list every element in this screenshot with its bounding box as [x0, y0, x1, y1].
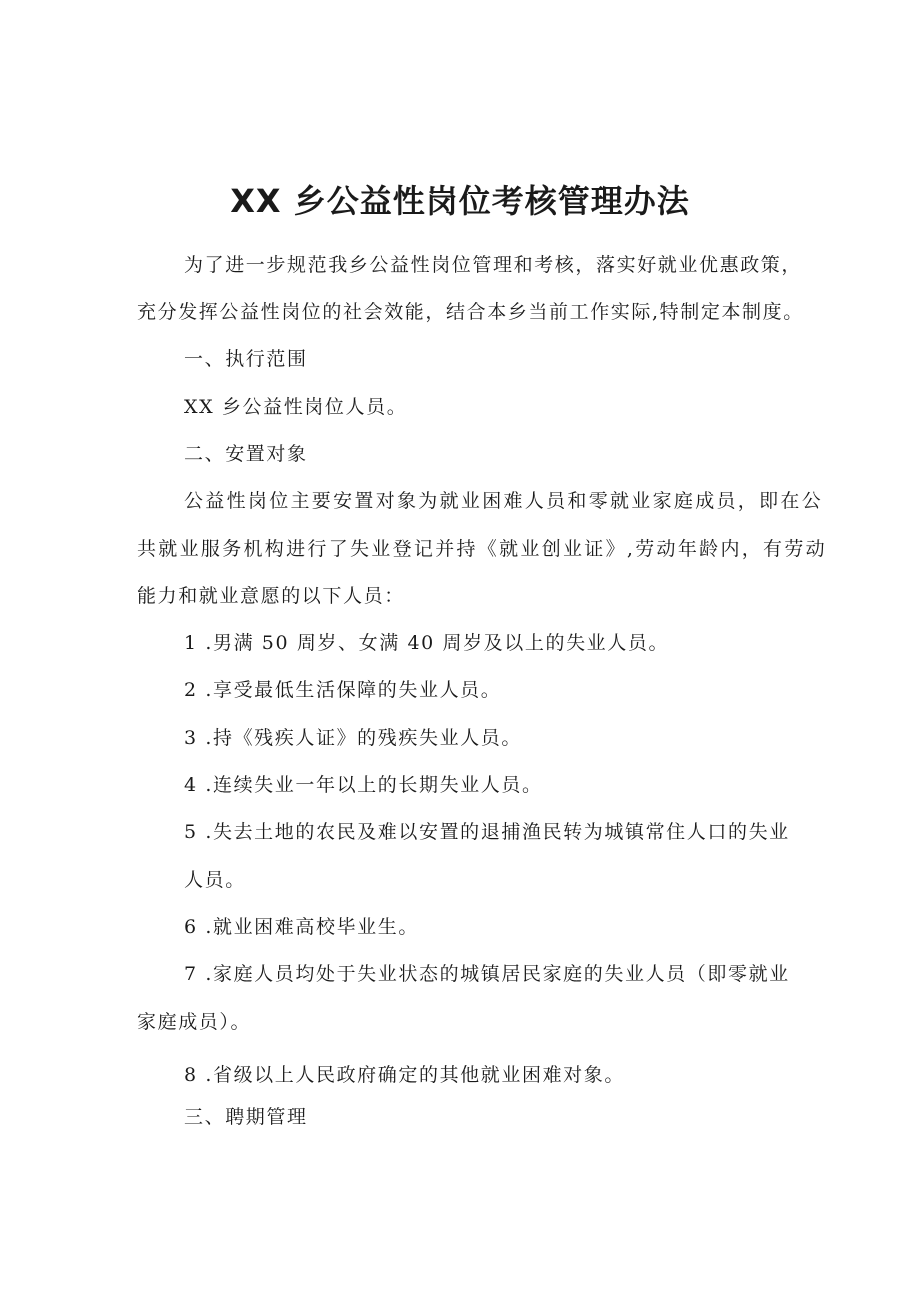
document-title: XX 乡公益性岗位考核管理办法: [230, 182, 690, 220]
list-item: 2 .享受最低生活保障的失业人员。: [184, 679, 502, 701]
section-heading-targets: 二、安置对象: [184, 443, 308, 465]
section-heading-scope: 一、执行范围: [184, 348, 308, 370]
list-item: 7 .家庭人员均处于失业状态的城镇居民家庭的失业人员（即零就业: [184, 963, 790, 985]
list-item: 6 .就业困难高校毕业生。: [184, 916, 419, 938]
targets-body-line-2: 共就业服务机构进行了失业登记并持《就业创业证》,劳动年龄内，有劳动: [137, 538, 827, 560]
list-item: 1 .男满 50 周岁、女满 40 周岁及以上的失业人员。: [184, 632, 670, 654]
intro-line-2: 充分发挥公益性岗位的社会效能，结合本乡当前工作实际,特制定本制度。: [137, 301, 804, 323]
list-item-continuation: 家庭成员）。: [137, 1011, 252, 1033]
list-item: 3 .持《残疾人证》的残疾失业人员。: [184, 727, 522, 749]
targets-body-line-3: 能力和就业意愿的以下人员：: [137, 585, 405, 607]
list-item-continuation: 人员。: [184, 869, 246, 891]
targets-body-line-1: 公益性岗位主要安置对象为就业困难人员和零就业家庭成员，即在公: [184, 490, 824, 512]
section-heading-term: 三、聘期管理: [184, 1106, 308, 1128]
list-item: 4 .连续失业一年以上的长期失业人员。: [184, 774, 543, 796]
section-body-scope: XX 乡公益性岗位人员。: [184, 396, 408, 418]
list-item: 8 .省级以上人民政府确定的其他就业困难对象。: [184, 1064, 625, 1086]
list-item: 5 .失去土地的农民及难以安置的退捕渔民转为城镇常住人口的失业: [184, 821, 790, 843]
intro-line-1: 为了进一步规范我乡公益性岗位管理和考核，落实好就业优惠政策，: [184, 254, 803, 276]
